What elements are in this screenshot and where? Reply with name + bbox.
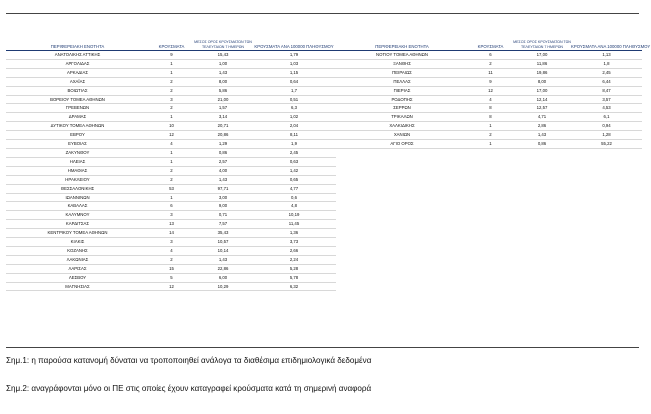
cell-avg: 20,86 <box>194 131 252 140</box>
table-row <box>6 264 336 273</box>
table-row <box>6 113 336 122</box>
cell-avg: 1,00 <box>194 59 252 68</box>
header-per100k: ΚΡΟΥΣΜΑΤΑ ΑΝΑ 100000 ΠΛΗΘΥΣΜΟΥ <box>571 38 642 51</box>
cell-cases: 2 <box>468 59 513 68</box>
cell-per100k: 1,42 <box>252 166 336 175</box>
cell-avg: 5,86 <box>194 86 252 95</box>
cell-cases: 1 <box>149 148 194 157</box>
cell-per100k: 6,1 <box>571 113 642 122</box>
cell-cases: 4 <box>149 140 194 149</box>
cell-region: ΚΕΝΤΡΙΚΟΥ ΤΟΜΕΑ ΑΘΗΝΩΝ <box>6 229 149 238</box>
cell-region: ΑΓΙΟ ΟΡΟΣ <box>336 140 468 149</box>
cell-per100k: 10,19 <box>252 211 336 220</box>
cell-per100k: 0,51 <box>252 95 336 104</box>
cell-avg: 1,57 <box>194 104 252 113</box>
table-row <box>336 113 642 122</box>
cell-cases: 2 <box>149 166 194 175</box>
cell-per100k: 0,63 <box>252 157 336 166</box>
table-row <box>336 140 642 149</box>
cell-cases: 13 <box>149 220 194 229</box>
cell-avg: 10,29 <box>194 282 252 291</box>
cell-per100k: 8,11 <box>252 131 336 140</box>
cell-region: ΠΕΙΡΑΙΩΣ <box>336 68 468 77</box>
header-per100k: ΚΡΟΥΣΜΑΤΑ ΑΝΑ 100000 ΠΛΗΘΥΣΜΟΥ <box>252 38 336 51</box>
cell-avg: 12,57 <box>513 104 571 113</box>
table-row <box>336 131 642 140</box>
cell-per100k: 0,65 <box>252 175 336 184</box>
cell-region: ΓΡΕΒΕΝΩΝ <box>6 104 149 113</box>
cell-cases: 1 <box>149 59 194 68</box>
cell-cases: 2 <box>149 86 194 95</box>
cell-cases: 1 <box>149 157 194 166</box>
cell-region: ΗΡΑΚΛΕΙΟΥ <box>6 175 149 184</box>
cell-avg: 17,00 <box>513 86 571 95</box>
cell-cases: 3 <box>149 95 194 104</box>
table-row <box>6 86 336 95</box>
cell-region: ΚΑΛΥΜΝΟΥ <box>6 211 149 220</box>
table-row <box>6 175 336 184</box>
cell-avg: 12,14 <box>513 95 571 104</box>
cell-cases: 1 <box>149 193 194 202</box>
table-row <box>6 140 336 149</box>
cell-avg: 0,71 <box>194 211 252 220</box>
table-row <box>6 122 336 131</box>
cell-per100k: 1,9 <box>252 140 336 149</box>
cell-avg: 2,86 <box>513 122 571 131</box>
table-row <box>6 246 336 255</box>
cell-avg: 10,14 <box>194 246 252 255</box>
cell-avg: 17,00 <box>513 51 571 60</box>
table-row <box>6 59 336 68</box>
cell-cases: 9 <box>149 51 194 60</box>
table-row <box>6 229 336 238</box>
cell-region: ΛΑΚΩΝΙΑΣ <box>6 255 149 264</box>
cell-per100k: 2,66 <box>252 246 336 255</box>
table-row <box>336 77 642 86</box>
table-row <box>6 184 336 193</box>
cell-per100k: 2,45 <box>571 68 642 77</box>
cell-per100k: 2,04 <box>252 122 336 131</box>
cell-cases: 2 <box>149 255 194 264</box>
cell-region: ΒΟΡΕΙΟΥ ΤΟΜΕΑ ΑΘΗΝΩΝ <box>6 95 149 104</box>
table-row <box>6 77 336 86</box>
cell-per100k: 1,15 <box>252 68 336 77</box>
cell-per100k: 1,13 <box>571 51 642 60</box>
cell-cases: 10 <box>149 122 194 131</box>
cell-region: ΜΑΓΝΗΣΙΑΣ <box>6 282 149 291</box>
cell-cases: 53 <box>149 184 194 193</box>
cell-avg: 4,00 <box>194 166 252 175</box>
cell-cases: 2 <box>149 175 194 184</box>
cell-region: ΕΒΡΟΥ <box>6 131 149 140</box>
cell-avg: 3,14 <box>194 113 252 122</box>
cell-avg: 1,43 <box>513 131 571 140</box>
cell-cases: 4 <box>149 246 194 255</box>
cell-cases: 3 <box>149 211 194 220</box>
cell-avg: 7,57 <box>194 220 252 229</box>
cell-avg: 22,86 <box>194 264 252 273</box>
cell-per100k: 2,45 <box>252 148 336 157</box>
cell-region: ΧΑΝΙΩΝ <box>336 131 468 140</box>
cell-per100k: 1,8 <box>571 59 642 68</box>
cell-avg: 9,00 <box>194 202 252 211</box>
cell-cases: 8 <box>468 104 513 113</box>
header-region: ΠΕΡΙΦΕΡΕΙΑΚΗ ΕΝΟΤΗΤΑ <box>6 38 149 51</box>
cell-per100k: 0,6 <box>252 193 336 202</box>
cell-cases: 9 <box>468 77 513 86</box>
cell-cases: 5 <box>149 273 194 282</box>
table-row <box>336 68 642 77</box>
cell-avg: 3,00 <box>194 193 252 202</box>
header-avg: ΜΕΣΟΣ ΟΡΟΣ ΚΡΟΥΣΜΑΤΩΝ ΤΩΝ ΤΕΛΕΥΤΑΙΩΝ 7 ΗΜΕΡΩΝ <box>194 38 252 51</box>
cell-avg: 97,71 <box>194 184 252 193</box>
cell-region: ΗΛΕΙΑΣ <box>6 157 149 166</box>
cell-cases: 1 <box>149 113 194 122</box>
table-row <box>6 166 336 175</box>
bottom-divider <box>6 347 639 348</box>
cell-cases: 6 <box>149 202 194 211</box>
cell-region: ΝΟΤΙΟΥ ΤΟΜΕΑ ΑΘΗΝΩΝ <box>336 51 468 60</box>
cell-region: ΚΑΡΔΙΤΣΑΣ <box>6 220 149 229</box>
cell-avg: 10,57 <box>194 238 252 247</box>
table-header-row <box>336 38 642 51</box>
table-row <box>6 273 336 282</box>
cell-region: ΧΑΛΚΙΔΙΚΗΣ <box>336 122 468 131</box>
cell-per100k: 6,44 <box>571 77 642 86</box>
cell-region: ΒΟΙΩΤΙΑΣ <box>6 86 149 95</box>
cell-cases: 12 <box>468 86 513 95</box>
cell-per100k: 0,64 <box>252 77 336 86</box>
table-header-row <box>6 38 336 51</box>
cell-avg: 2,57 <box>194 157 252 166</box>
table-row <box>6 68 336 77</box>
cell-per100k: 2,24 <box>252 255 336 264</box>
cell-per100k: 11,45 <box>252 220 336 229</box>
cell-region: ΕΥΒΟΙΑΣ <box>6 140 149 149</box>
cell-cases: 12 <box>149 282 194 291</box>
cell-per100k: 4,77 <box>252 184 336 193</box>
cell-per100k: 3,57 <box>571 95 642 104</box>
cell-per100k: 1,02 <box>252 113 336 122</box>
cell-cases: 1 <box>468 122 513 131</box>
cell-avg: 1,29 <box>194 140 252 149</box>
cell-region: ΛΕΣΒΟΥ <box>6 273 149 282</box>
cell-per100k: 1,28 <box>571 131 642 140</box>
table-row <box>6 95 336 104</box>
cell-cases: 8 <box>468 113 513 122</box>
cell-cases: 1 <box>468 140 513 149</box>
cell-per100k: 6,3 <box>252 104 336 113</box>
cell-avg: 20,71 <box>194 122 252 131</box>
cell-cases: 12 <box>149 131 194 140</box>
cell-per100k: 1,03 <box>252 59 336 68</box>
table-row <box>336 86 642 95</box>
cell-per100k: 5,28 <box>252 264 336 273</box>
cell-region: ΗΜΑΘΙΑΣ <box>6 166 149 175</box>
cell-per100k: 8,47 <box>571 86 642 95</box>
cell-region: ΑΡΚΑΔΙΑΣ <box>6 68 149 77</box>
table-row <box>336 95 642 104</box>
table-row <box>336 122 642 131</box>
table-row <box>6 282 336 291</box>
table-row <box>6 193 336 202</box>
cell-avg: 1,43 <box>194 255 252 264</box>
header-region: ΠΕΡΙΦΕΡΕΙΑΚΗ ΕΝΟΤΗΤΑ <box>336 38 468 51</box>
cell-cases: 2 <box>468 131 513 140</box>
cell-cases: 3 <box>149 238 194 247</box>
cell-avg: 8,00 <box>513 77 571 86</box>
cell-region: ΖΑΚΥΝΘΟΥ <box>6 148 149 157</box>
cell-avg: 0,86 <box>513 140 571 149</box>
cases-table-left <box>6 38 336 291</box>
cell-region: ΡΟΔΟΠΗΣ <box>336 95 468 104</box>
header-cases: ΚΡΟΥΣΜΑΤΑ <box>468 38 513 51</box>
cell-region: ΚΙΛΚΙΣ <box>6 238 149 247</box>
cell-avg: 19,86 <box>513 68 571 77</box>
cell-region: ΑΧΑΪΑΣ <box>6 77 149 86</box>
cell-cases: 1 <box>149 68 194 77</box>
cell-avg: 15,43 <box>194 51 252 60</box>
cell-region: ΣΕΡΡΩΝ <box>336 104 468 113</box>
table-row <box>336 51 642 60</box>
cell-avg: 0,86 <box>194 148 252 157</box>
cases-table-right <box>336 38 651 149</box>
cell-avg: 1,43 <box>194 68 252 77</box>
table-row <box>6 104 336 113</box>
cell-region: ΙΩΑΝΝΙΝΩΝ <box>6 193 149 202</box>
table-row <box>336 104 642 113</box>
cell-per100k: 3,73 <box>252 238 336 247</box>
table-row <box>6 148 336 157</box>
cell-region: ΤΡΙΚΑΛΩΝ <box>336 113 468 122</box>
table-row <box>336 59 642 68</box>
cell-region: ΚΑΒΑΛΑΣ <box>6 202 149 211</box>
cell-per100k: 0,94 <box>571 122 642 131</box>
table-row <box>6 51 336 60</box>
cell-region: ΚΟΖΑΝΗΣ <box>6 246 149 255</box>
cell-cases: 14 <box>149 229 194 238</box>
top-divider <box>6 13 639 14</box>
cell-per100k: 1,7 <box>252 86 336 95</box>
cell-per100k: 55,22 <box>571 140 642 149</box>
cell-per100k: 1,79 <box>252 51 336 60</box>
cell-avg: 21,00 <box>194 95 252 104</box>
table-row <box>6 238 336 247</box>
cell-avg: 8,00 <box>194 77 252 86</box>
cell-cases: 6 <box>468 51 513 60</box>
cell-avg: 4,71 <box>513 113 571 122</box>
header-avg: ΜΕΣΟΣ ΟΡΟΣ ΚΡΟΥΣΜΑΤΩΝ ΤΩΝ ΤΕΛΕΥΤΑΙΩΝ 7 ΗΜΕΡΩΝ <box>513 38 571 51</box>
table-row <box>6 255 336 264</box>
footnote-2: Σημ.2: αναγράφονται μόνο οι ΠΕ στις οποίες έχουν καταγραφεί κρούσματα κατά τη σημερινή αναφορά <box>6 384 372 393</box>
cell-per100k: 5,78 <box>252 273 336 282</box>
header-cases: ΚΡΟΥΣΜΑΤΑ <box>149 38 194 51</box>
table-row <box>6 220 336 229</box>
cell-cases: 11 <box>468 68 513 77</box>
cell-avg: 35,43 <box>194 229 252 238</box>
cell-region: ΑΝΑΤΟΛΙΚΗΣ ΑΤΤΙΚΗΣ <box>6 51 149 60</box>
cell-avg: 11,86 <box>513 59 571 68</box>
cell-cases: 2 <box>149 104 194 113</box>
table-row <box>6 211 336 220</box>
cell-cases: 15 <box>149 264 194 273</box>
cell-region: ΞΑΝΘΗΣ <box>336 59 468 68</box>
cell-per100k: 6,32 <box>252 282 336 291</box>
cell-region: ΑΡΓΟΛΙΔΑΣ <box>6 59 149 68</box>
cell-avg: 1,43 <box>194 175 252 184</box>
cell-avg: 6,00 <box>194 273 252 282</box>
cell-region: ΔΡΑΜΑΣ <box>6 113 149 122</box>
cell-region: ΘΕΣΣΑΛΟΝΙΚΗΣ <box>6 184 149 193</box>
cell-per100k: 1,36 <box>252 229 336 238</box>
cell-region: ΔΥΤΙΚΟΥ ΤΟΜΕΑ ΑΘΗΝΩΝ <box>6 122 149 131</box>
cell-region: ΛΑΡΙΣΑΣ <box>6 264 149 273</box>
cell-per100k: 4,8 <box>252 202 336 211</box>
table-row <box>6 202 336 211</box>
cell-cases: 2 <box>149 77 194 86</box>
table-row <box>6 157 336 166</box>
footnote-1: Σημ.1: η παρούσα κατανομή δύναται να τροποποιηθεί ανάλογα τα διαθέσιμα επιδημιολογικά δεδομένα <box>6 356 372 365</box>
cell-region: ΠΕΛΛΑΣ <box>336 77 468 86</box>
cell-region: ΠΙΕΡΙΑΣ <box>336 86 468 95</box>
table-row <box>6 131 336 140</box>
cell-per100k: 4,53 <box>571 104 642 113</box>
cell-cases: 4 <box>468 95 513 104</box>
